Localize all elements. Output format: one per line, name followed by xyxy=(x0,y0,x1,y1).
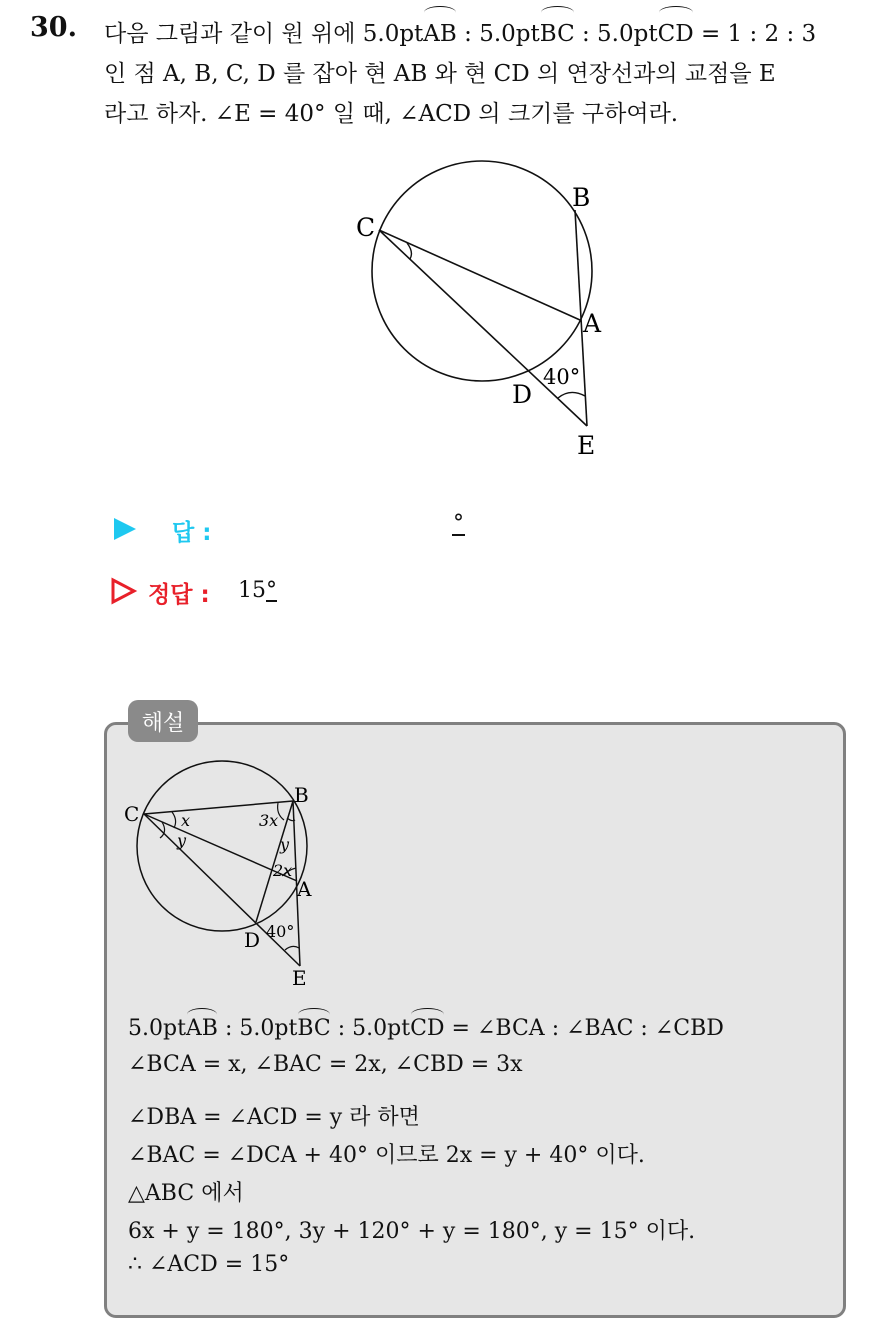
correct-unit: ° xyxy=(266,578,277,603)
answer-row xyxy=(0,510,884,550)
sol-label-e: E xyxy=(292,966,307,990)
angle-e-arc xyxy=(558,392,585,398)
figure-label-d: D xyxy=(512,380,533,409)
solution-line-1: 5.0ptAB : 5.0ptBC : 5.0ptCD = ∠BCA : ∠BAC : ∠CBD xyxy=(128,1016,724,1041)
answer-arrow-icon xyxy=(112,516,138,542)
arc-ab: AB xyxy=(423,14,457,54)
answer-label: 답 : xyxy=(172,520,212,546)
solution-line-4: ∠BAC = ∠DCA + 40° 이므로 2x = y + 40° 이다. xyxy=(128,1143,645,1168)
sol-label-40: 40° xyxy=(266,922,295,941)
question-line-1: 다음 그림과 같이 원 위에 5.0ptAB : 5.0ptBC : 5.0ptCD = 1 : 2 : 3 xyxy=(104,14,864,54)
sol-label-y-b: y xyxy=(280,835,290,854)
sol-line-ce xyxy=(144,814,300,966)
question-number: 30. xyxy=(30,12,77,43)
solution-tab: 해설 xyxy=(128,700,198,742)
sol-label-x: x xyxy=(181,811,191,830)
answer-blank[interactable]: ° xyxy=(453,511,464,536)
solution-line-5: △ABC 에서 xyxy=(128,1181,244,1206)
sol-angle-c-x xyxy=(172,812,176,828)
correct-arrow-icon xyxy=(110,577,138,605)
figure-label-e: E xyxy=(577,431,596,460)
figure-label-a: A xyxy=(583,309,602,338)
line-ce xyxy=(379,230,587,426)
sol-angle-b-3x xyxy=(278,803,284,820)
chord-ca xyxy=(379,230,580,320)
solution-figure xyxy=(120,760,330,992)
sol-label-d: D xyxy=(244,928,261,952)
sol-angle-e-40 xyxy=(285,946,299,950)
correct-label: 정답 : xyxy=(148,582,210,608)
question-text xyxy=(104,14,864,134)
solution-line-7: ∴ ∠ACD = 15° xyxy=(128,1252,290,1277)
sol-label-y-c: y xyxy=(177,831,187,850)
sol-label-a: A xyxy=(297,877,312,901)
correct-value: 15° xyxy=(238,578,277,603)
solution-line-6: 6x + y = 180°, 3y + 120° + y = 180°, y = 15° 이다. xyxy=(128,1219,696,1244)
arc-cd: CD xyxy=(658,14,694,54)
question-line-3: 라고 하자. ∠E = 40° 일 때, ∠ACD 의 크기를 구하여라. xyxy=(104,101,679,127)
sol-label-c: C xyxy=(124,802,140,826)
correct-answer-row xyxy=(0,573,884,613)
sol-label-b: B xyxy=(294,783,309,807)
sol-label-2x: 2x xyxy=(273,861,293,880)
figure-label-b: B xyxy=(572,183,591,212)
figure-angle-label: 40° xyxy=(543,365,581,389)
sol-label-3x: 3x xyxy=(259,811,279,830)
question-figure xyxy=(340,150,630,470)
figure-circle xyxy=(372,161,592,381)
figure-label-c: C xyxy=(356,213,376,242)
solution-line-3: ∠DBA = ∠ACD = y 라 하면 xyxy=(128,1105,420,1130)
arc-bc: BC xyxy=(540,14,575,54)
question-line-2: 인 점 A, B, C, D 를 잡아 현 AB 와 현 CD 의 연장선과의 교점을 E xyxy=(104,61,776,87)
solution-line-2: ∠BCA = x, ∠BAC = 2x, ∠CBD = 3x xyxy=(128,1052,523,1077)
